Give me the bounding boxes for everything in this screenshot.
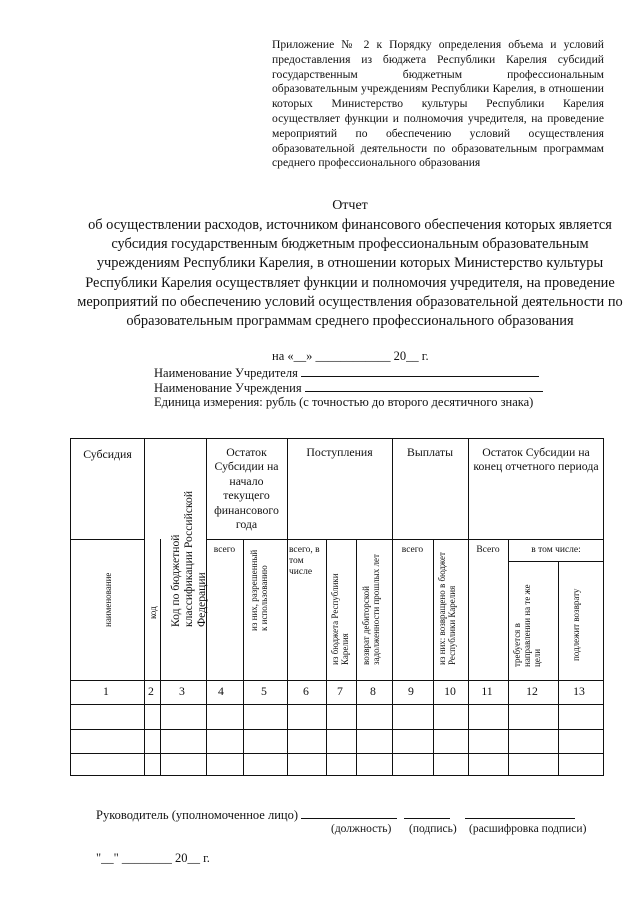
- header-payments: Выплаты: [406, 445, 453, 459]
- subheader-from-budget: из бюджета Республики Карелия: [330, 573, 350, 665]
- sign-field[interactable]: [404, 807, 450, 819]
- founder-label: Наименование Учредителя: [154, 366, 298, 380]
- column-number: 1: [103, 684, 109, 698]
- table-divider: [206, 539, 604, 540]
- header-budget-code: Код по бюджетной классификации Российской Федерации: [169, 490, 208, 627]
- report-table: [70, 438, 604, 776]
- table-divider: [71, 680, 604, 681]
- unit-row: [154, 395, 533, 410]
- subheader-receipts-total: всего, в том числе: [289, 545, 320, 577]
- column-number: 9: [408, 684, 414, 698]
- position-field[interactable]: [301, 807, 397, 819]
- column-number: 13: [573, 684, 585, 698]
- report-subtitle: об осуществлении расходов, источником финансового обеспечения которых является субсидия государственным бюджетным профессиональным образовательным учреждениям Республики Карелия, в отношении которых Министерство культуры Республики Карелия осуществляет функции и полномочия учредителя, на проведение мероприятий по обеспечению условий осуществления образовательной деятельности по образовательным программам среднего профессионального образования: [77, 217, 623, 330]
- subheader-payments-total: всего: [401, 545, 424, 555]
- unit-label: Единица измерения: рубль (с точностью до второго десятичного знака): [154, 395, 534, 409]
- table-row[interactable]: [71, 705, 604, 728]
- header-receipts: Поступления: [306, 445, 373, 459]
- header-balance-end: Остаток Субсидии на конец отчетного периода: [473, 445, 599, 474]
- subheader-balance-allowed: из них, разрешенный к использованию: [249, 549, 269, 631]
- table-divider: [71, 539, 144, 540]
- decoding-caption: (расшифровка подписи): [469, 823, 587, 835]
- column-number: 6: [303, 684, 309, 698]
- column-number: 2: [148, 684, 154, 698]
- institution-label: Наименование Учреждения: [154, 381, 302, 395]
- header-subsidy: Субсидия: [83, 447, 132, 461]
- subheader-end-total: Всего: [476, 545, 500, 555]
- column-number: 3: [179, 684, 185, 698]
- table-row[interactable]: [71, 730, 604, 752]
- subheader-code: код: [148, 606, 158, 619]
- subheader-name: наименование: [103, 572, 113, 627]
- decoding-field[interactable]: [465, 807, 575, 819]
- report-date-line: на «__» ____________ 20__ г.: [272, 349, 429, 363]
- column-number: 4: [218, 684, 224, 698]
- table-row[interactable]: [71, 754, 604, 776]
- column-number: 5: [261, 684, 267, 698]
- subheader-to-return: подлежит возврату: [571, 588, 581, 661]
- institution-row: [154, 380, 543, 396]
- table-divider: [508, 561, 604, 562]
- column-number: 12: [526, 684, 538, 698]
- signature-row: [96, 807, 575, 823]
- report-title: Отчет: [332, 198, 368, 213]
- signature-date: "__" ________ 20__ г.: [96, 851, 210, 865]
- subheader-required: требуется в направлении на те же цели: [512, 584, 542, 667]
- founder-field[interactable]: [301, 365, 539, 377]
- head-label: Руководитель (уполномоченное лицо): [96, 808, 299, 822]
- column-number: 7: [337, 684, 343, 698]
- subheader-debt-return: возврат дебиторской задолженности прошлых лет: [361, 554, 381, 665]
- header-balance-start: Остаток Субсидии на начало текущего финансового года: [214, 445, 279, 532]
- column-number: 11: [481, 684, 493, 698]
- institution-field[interactable]: [305, 380, 543, 392]
- subheader-balance-total: всего: [213, 545, 236, 555]
- sign-caption: (подпись): [409, 823, 457, 835]
- position-caption: (должность): [331, 823, 392, 835]
- annex-note: Приложение № 2 к Порядку определения объема и условий предоставления из бюджета Республики Карелия субсидий государственным бюджетным профессиональным образовательным учреждениям Республики Карелия, в отношении которых Министерство культуры Республики Карелия осуществляет функции и полномочия учредителя, на проведение мероприятий по обеспечению условий осуществления образовательной деятельности по образовательным программам среднего профессионального образования: [272, 38, 604, 170]
- founder-row: [154, 365, 539, 381]
- subheader-returned: из них: возвращено в бюджет Республики Карелия: [437, 552, 457, 665]
- column-number: 8: [370, 684, 376, 698]
- column-number: 10: [444, 684, 456, 698]
- subheader-including: в том числе:: [531, 545, 581, 555]
